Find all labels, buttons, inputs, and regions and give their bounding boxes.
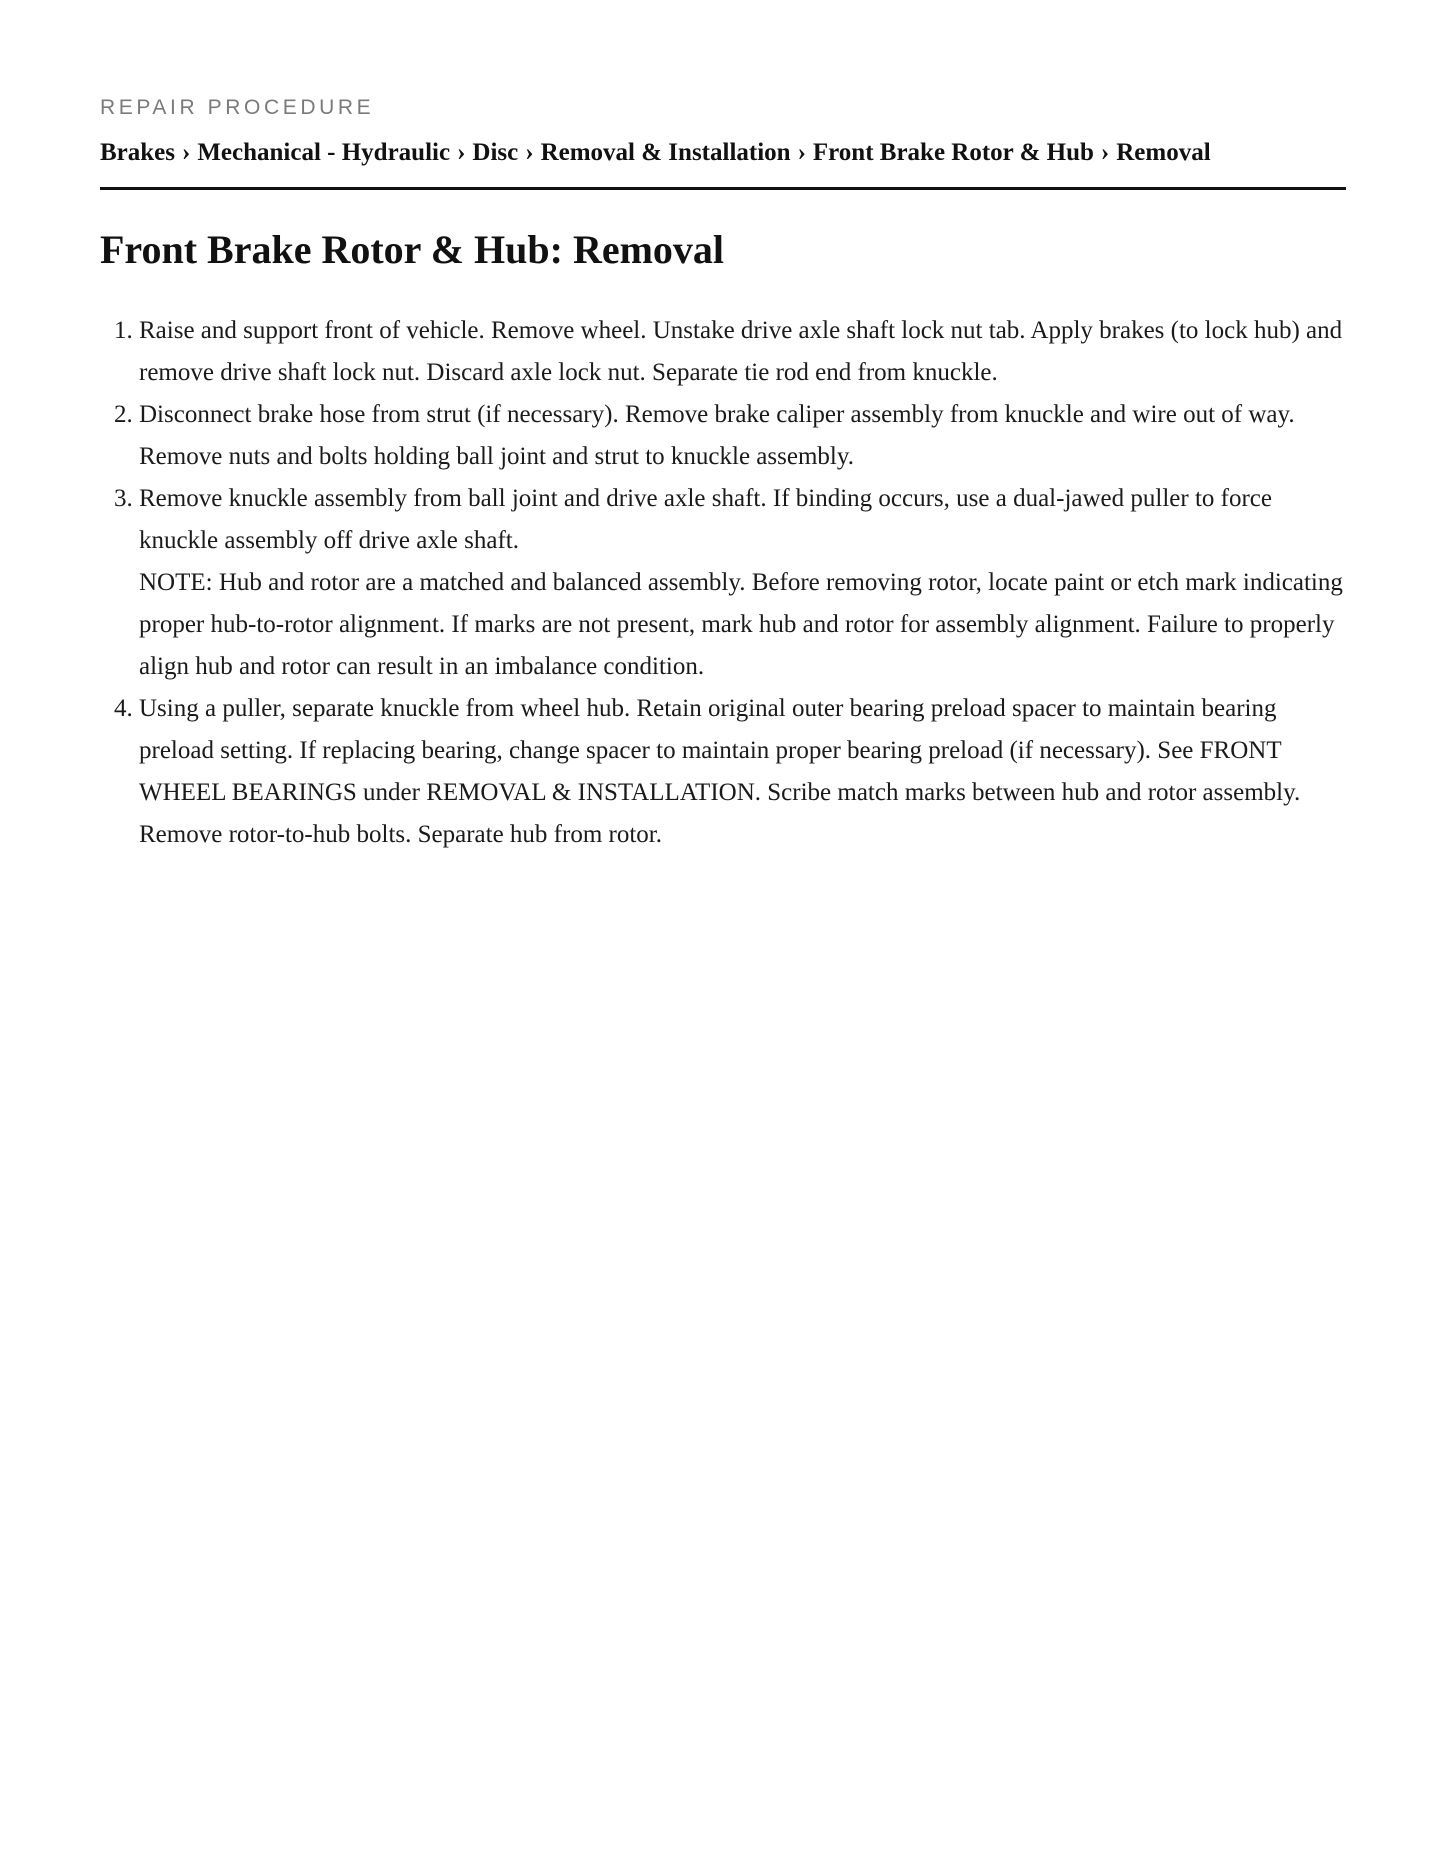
- page-title: Front Brake Rotor & Hub: Removal: [100, 227, 725, 272]
- step-text: Raise and support front of vehicle. Remove wheel. Unstake drive axle shaft lock nut tab. Apply brakes (to lock hub) and remove drive shaft lock nut. Discard axle lock nut. Separate tie rod end from knuckle.: [139, 317, 1343, 386]
- document-type-label: REPAIR PROCEDURE: [100, 96, 375, 119]
- procedure-step: [139, 394, 1346, 478]
- step-note: NOTE: Hub and rotor are a matched and balanced assembly. Before removing rotor, locate paint or etch mark indicating proper hub-to-rotor alignment. If marks are not present, mark hub and rotor for assembly alignment. Failure to properly align hub and rotor can result in an imbalance condition.: [139, 569, 1343, 680]
- procedure-step: [139, 688, 1346, 856]
- breadcrumb-item-front-brake-rotor-hub[interactable]: Front Brake Rotor & Hub: [812, 139, 1094, 166]
- breadcrumb-separator: ›: [525, 139, 534, 166]
- step-text: Remove knuckle assembly from ball joint and drive axle shaft. If binding occurs, use a dual-jawed puller to force knuckle assembly off drive axle shaft.: [139, 485, 1272, 554]
- step-text: Disconnect brake hose from strut (if necessary). Remove brake caliper assembly from knuckle and wire out of way. Remove nuts and bolts holding ball joint and strut to knuckle assembly.: [139, 401, 1295, 470]
- breadcrumb-item-removal: Removal: [1116, 139, 1211, 166]
- breadcrumb-item-disc[interactable]: Disc: [472, 139, 519, 166]
- breadcrumb-separator: ›: [182, 139, 191, 166]
- breadcrumb-item-brakes[interactable]: Brakes: [100, 139, 175, 166]
- breadcrumb-item-mechanical-hydraulic[interactable]: Mechanical - Hydraulic: [197, 139, 451, 166]
- procedure-steps-list: [100, 310, 1346, 856]
- breadcrumb-item-removal-installation[interactable]: Removal & Installation: [540, 139, 791, 166]
- breadcrumb-separator: ›: [457, 139, 466, 166]
- procedure-step: [139, 478, 1346, 688]
- breadcrumb-separator: ›: [797, 139, 806, 166]
- procedure-step: [139, 310, 1346, 394]
- document-page: [100, 94, 1346, 856]
- breadcrumb: [100, 137, 1346, 190]
- breadcrumb-separator: ›: [1100, 139, 1110, 166]
- step-text: Using a puller, separate knuckle from wheel hub. Retain original outer bearing preload spacer to maintain bearing preload setting. If replacing bearing, change spacer to maintain proper bearing preload (if necessary). See FRONT WHEEL BEARINGS under REMOVAL & INSTALLATION. Scribe match marks between hub and rotor assembly. Remove rotor-to-hub bolts. Separate hub from rotor.: [139, 695, 1301, 848]
